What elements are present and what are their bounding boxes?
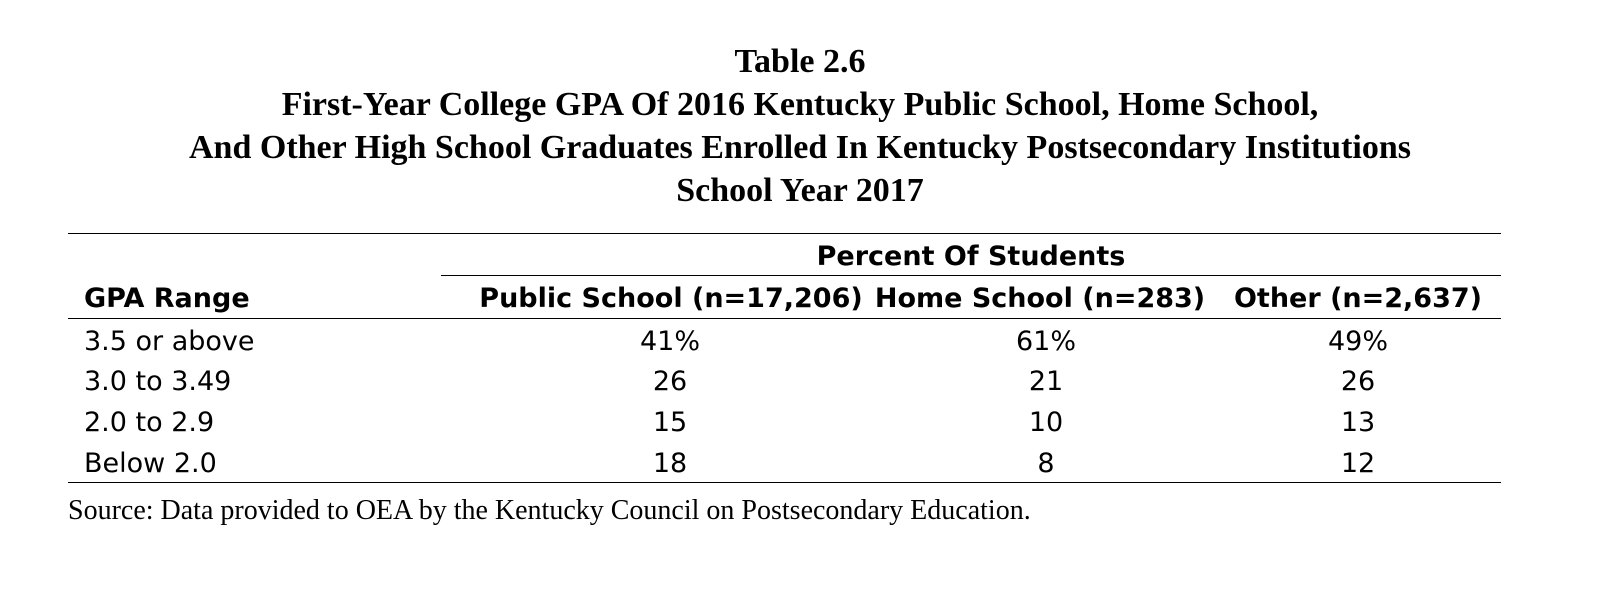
table-cell-home-school: 8 bbox=[1037, 448, 1055, 479]
table-cell-public-school: 41% bbox=[639, 326, 700, 357]
table-cell-public-school: 26 bbox=[652, 366, 688, 397]
table-cell-other: 12 bbox=[1340, 448, 1376, 479]
table-cell-public-school: 15 bbox=[652, 407, 688, 438]
table-source-note: Source: Data provided to OEA by the Kentucky Council on Postsecondary Education. bbox=[68, 495, 1031, 526]
group-header-percent-of-students: Percent Of Students bbox=[816, 241, 1126, 272]
table-row-label: 3.5 or above bbox=[84, 326, 255, 357]
table-cell-other: 49% bbox=[1327, 326, 1388, 357]
table-top-rule bbox=[68, 233, 1501, 234]
column-header-gpa-range: GPA Range bbox=[84, 283, 250, 314]
table-cell-other: 26 bbox=[1340, 366, 1376, 397]
column-header-other: Other (n=2,637) bbox=[1233, 283, 1483, 314]
table-title-line-1: First-Year College GPA Of 2016 Kentucky Public School, Home School, bbox=[281, 86, 1319, 123]
table-title-block bbox=[0, 40, 1600, 212]
table-cell-other: 13 bbox=[1340, 407, 1376, 438]
table-cell-public-school: 18 bbox=[652, 448, 688, 479]
column-header-public-school: Public School (n=17,206) bbox=[479, 283, 863, 314]
table-title-line-3: School Year 2017 bbox=[676, 172, 924, 209]
table-cell-home-school: 10 bbox=[1028, 407, 1064, 438]
table-row-label: Below 2.0 bbox=[84, 448, 217, 479]
table-cell-home-school: 21 bbox=[1028, 366, 1064, 397]
table-number: Table 2.6 bbox=[734, 43, 866, 80]
table-title-line-2: And Other High School Graduates Enrolled In Kentucky Postsecondary Institutions bbox=[189, 129, 1411, 166]
column-header-home-school: Home School (n=283) bbox=[874, 283, 1206, 314]
table-row-label: 3.0 to 3.49 bbox=[84, 366, 232, 397]
table-row-label: 2.0 to 2.9 bbox=[84, 407, 215, 438]
table-cell-home-school: 61% bbox=[1015, 326, 1076, 357]
